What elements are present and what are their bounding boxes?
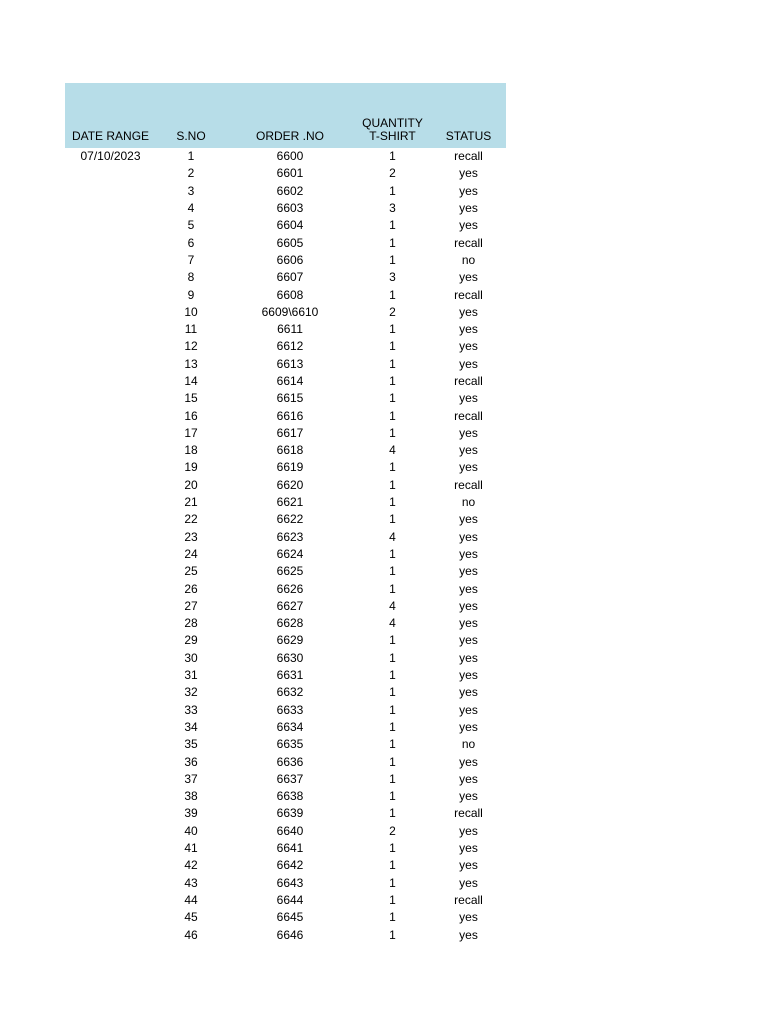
date-cell (65, 753, 156, 770)
order-no-cell: 6606 (276, 252, 304, 267)
table-row (65, 546, 506, 563)
date-cell (65, 494, 156, 511)
quantity-cell: 1 (389, 460, 396, 475)
sno-cell: 5 (187, 218, 195, 233)
table-row (65, 304, 506, 321)
quantity-cell: 1 (389, 356, 396, 371)
header-sno: S.NO (156, 83, 226, 148)
table-body (65, 148, 506, 944)
sno-cell: 17 (184, 425, 198, 440)
status-cell: no (461, 252, 476, 267)
table-row (65, 719, 506, 736)
date-cell (65, 719, 156, 736)
table-row (65, 736, 506, 753)
date-cell (65, 702, 156, 719)
date-cell (65, 373, 156, 390)
table-row (65, 529, 506, 546)
sno-cell: 8 (187, 270, 195, 285)
quantity-cell: 1 (389, 737, 396, 752)
sno-cell: 29 (184, 633, 198, 648)
table-row (65, 234, 506, 251)
order-no-cell: 6604 (276, 218, 304, 233)
date-cell (65, 165, 156, 182)
date-cell (65, 338, 156, 355)
table-row (65, 252, 506, 269)
date-cell (65, 650, 156, 667)
status-cell: recall (454, 287, 483, 302)
sno-cell: 2 (187, 166, 195, 181)
status-cell: recall (454, 374, 483, 388)
sno-cell: 46 (184, 927, 198, 942)
sno-cell: 6 (187, 235, 195, 250)
date-cell (65, 892, 156, 909)
table-row (65, 407, 506, 424)
sno-cell: 28 (184, 616, 198, 631)
date-cell (65, 823, 156, 840)
date-cell (65, 529, 156, 546)
date-cell (65, 217, 156, 234)
status-cell: yes (459, 322, 478, 337)
table-row (65, 148, 506, 165)
table-row (65, 425, 506, 442)
table-row (65, 753, 506, 770)
quantity-cell: 1 (389, 858, 396, 873)
quantity-cell: 1 (389, 668, 396, 683)
date-cell (65, 286, 156, 303)
table-row (65, 857, 506, 874)
table-row (65, 269, 506, 286)
date-cell (65, 442, 156, 459)
table-row (65, 909, 506, 926)
sno-cell: 12 (184, 339, 198, 354)
table-row (65, 874, 506, 891)
table-row (65, 356, 506, 373)
sno-cell: 33 (184, 702, 198, 717)
order-no-cell: 6617 (276, 425, 304, 440)
quantity-cell: 2 (389, 166, 396, 181)
order-no-cell: 6629 (276, 633, 304, 648)
sno-cell: 18 (184, 443, 198, 458)
date-cell (65, 909, 156, 926)
sno-cell: 42 (184, 858, 198, 873)
order-no-cell: 6618 (276, 443, 304, 458)
date-cell (65, 390, 156, 407)
table-row (65, 321, 506, 338)
date-cell (65, 615, 156, 632)
quantity-cell: 4 (389, 616, 396, 631)
table-row (65, 390, 506, 407)
header-row (65, 83, 506, 148)
status-cell: yes (459, 823, 478, 838)
sno-cell: 10 (184, 304, 198, 319)
quantity-cell: 1 (389, 235, 396, 250)
order-no-cell: 6626 (276, 581, 304, 596)
sno-cell: 11 (184, 322, 198, 337)
order-no-cell: 6613 (276, 356, 304, 371)
quantity-cell: 1 (389, 322, 396, 337)
date-cell (65, 234, 156, 251)
order-no-cell: 6612 (276, 339, 304, 354)
date-cell (65, 684, 156, 701)
table-row (65, 217, 506, 234)
order-no-cell: 6609\6610 (261, 304, 319, 319)
header-order-no: ORDER .NO (226, 83, 354, 148)
status-cell: yes (459, 668, 478, 683)
table-row (65, 511, 506, 528)
date-cell (65, 546, 156, 563)
table-row (65, 459, 506, 476)
table-row (65, 494, 506, 511)
quantity-cell: 1 (389, 218, 396, 233)
order-no-cell: 6644 (276, 892, 304, 907)
table-row (65, 373, 506, 390)
order-no-cell: 6637 (276, 771, 304, 786)
sno-cell: 30 (184, 650, 198, 665)
status-cell: yes (459, 546, 478, 561)
order-no-cell: 6614 (276, 374, 304, 388)
status-cell: yes (459, 685, 478, 700)
status-cell: yes (459, 443, 478, 458)
header-date-range: DATE RANGE (65, 83, 156, 148)
sno-cell: 37 (184, 771, 198, 786)
order-no-cell: 6622 (276, 512, 304, 527)
order-no-cell: 6646 (276, 927, 304, 942)
order-no-cell: 6645 (276, 910, 304, 925)
status-cell: yes (459, 339, 478, 354)
sno-cell: 38 (184, 789, 198, 804)
table-row (65, 615, 506, 632)
order-no-cell: 6615 (276, 391, 304, 406)
table-row (65, 926, 506, 943)
status-cell: yes (459, 218, 478, 233)
status-cell: yes (459, 910, 478, 925)
status-cell: yes (459, 356, 478, 371)
sno-cell: 22 (184, 512, 198, 527)
quantity-cell: 1 (389, 495, 396, 510)
date-cell (65, 598, 156, 615)
status-cell: no (461, 737, 476, 752)
date-cell (65, 304, 156, 321)
quantity-cell: 1 (389, 564, 396, 579)
quantity-cell: 1 (389, 875, 396, 890)
sno-cell: 1 (187, 149, 195, 164)
quantity-cell: 2 (389, 304, 396, 319)
sno-cell: 4 (187, 201, 195, 216)
order-no-cell: 6601 (276, 166, 304, 181)
status-cell: yes (459, 270, 478, 285)
date-cell (65, 459, 156, 476)
sno-cell: 20 (184, 477, 198, 492)
status-cell: recall (454, 477, 483, 492)
status-cell: yes (459, 183, 478, 198)
quantity-cell: 1 (389, 771, 396, 786)
sno-cell: 45 (184, 910, 198, 925)
order-no-cell: 6616 (276, 408, 304, 423)
quantity-cell: 3 (389, 201, 396, 216)
table-row (65, 823, 506, 840)
date-cell (65, 477, 156, 494)
sno-cell: 3 (187, 183, 195, 198)
quantity-cell: 1 (389, 425, 396, 440)
sno-cell: 34 (184, 719, 198, 734)
sno-cell: 32 (184, 685, 198, 700)
quantity-cell: 1 (389, 650, 396, 665)
quantity-cell: 1 (389, 927, 396, 942)
sno-cell: 23 (184, 529, 198, 544)
quantity-cell: 1 (389, 702, 396, 717)
date-cell (65, 407, 156, 424)
date-cell (65, 788, 156, 805)
table-row (65, 892, 506, 909)
sno-cell: 14 (184, 374, 198, 388)
status-cell: yes (459, 529, 478, 544)
table-row (65, 598, 506, 615)
order-no-cell: 6628 (276, 616, 304, 631)
status-cell: yes (459, 702, 478, 717)
order-no-cell: 6631 (276, 668, 304, 683)
order-no-cell: 6621 (276, 495, 304, 510)
table-row (65, 563, 506, 580)
quantity-cell: 3 (389, 270, 396, 285)
quantity-cell: 1 (389, 183, 396, 198)
date-cell (65, 252, 156, 269)
quantity-cell: 1 (389, 841, 396, 856)
status-cell: no (461, 495, 476, 510)
order-no-cell: 6639 (276, 806, 304, 821)
date-cell (65, 425, 156, 442)
table-row (65, 338, 506, 355)
order-no-cell: 6641 (276, 841, 304, 856)
status-cell: recall (454, 806, 483, 821)
table-row (65, 183, 506, 200)
order-no-cell: 6602 (276, 183, 304, 198)
quantity-cell: 1 (389, 581, 396, 596)
date-cell (65, 321, 156, 338)
order-no-cell: 6635 (276, 737, 304, 752)
date-cell (65, 580, 156, 597)
quantity-cell: 4 (389, 443, 396, 458)
sno-cell: 36 (184, 754, 198, 769)
sno-cell: 7 (187, 252, 195, 267)
table-row (65, 771, 506, 788)
order-no-cell: 6625 (276, 564, 304, 579)
sno-cell: 31 (184, 668, 198, 683)
table-row (65, 840, 506, 857)
order-no-cell: 6643 (276, 875, 304, 890)
status-cell: yes (459, 650, 478, 665)
quantity-cell: 4 (389, 529, 396, 544)
quantity-cell: 1 (389, 806, 396, 821)
table-row (65, 286, 506, 303)
quantity-cell: 1 (389, 892, 396, 907)
date-cell (65, 563, 156, 580)
status-cell: recall (454, 235, 483, 250)
sno-cell: 13 (184, 356, 198, 371)
sno-cell: 40 (184, 823, 198, 838)
order-no-cell: 6627 (276, 598, 304, 613)
sno-cell: 21 (184, 495, 198, 510)
header-quantity (354, 83, 431, 148)
header-status: STATUS (431, 83, 506, 148)
sno-cell: 26 (184, 581, 198, 596)
quantity-cell: 1 (389, 287, 396, 302)
order-no-cell: 6630 (276, 650, 304, 665)
quantity-cell: 1 (389, 149, 396, 164)
date-cell (65, 667, 156, 684)
date-cell (65, 511, 156, 528)
sno-cell: 9 (187, 287, 195, 302)
status-cell: yes (459, 581, 478, 596)
table-row (65, 684, 506, 701)
status-cell: yes (459, 512, 478, 527)
status-cell: yes (459, 789, 478, 804)
status-cell: yes (459, 927, 478, 942)
quantity-cell: 1 (389, 910, 396, 925)
order-no-cell: 6611 (277, 322, 303, 337)
status-cell: yes (459, 564, 478, 579)
order-no-cell: 6603 (276, 201, 304, 216)
table-header (65, 83, 506, 148)
table-row (65, 200, 506, 217)
status-cell: yes (459, 460, 478, 475)
quantity-cell: 1 (389, 339, 396, 354)
quantity-cell: 4 (389, 598, 396, 613)
date-cell (65, 857, 156, 874)
order-no-cell: 6633 (276, 702, 304, 717)
sno-cell: 43 (184, 875, 198, 890)
quantity-cell: 1 (389, 633, 396, 648)
status-cell: yes (459, 754, 478, 769)
table-row (65, 442, 506, 459)
status-cell: yes (459, 166, 478, 181)
order-no-cell: 6640 (276, 823, 304, 838)
date-cell (65, 736, 156, 753)
order-no-cell: 6623 (276, 529, 304, 544)
order-no-cell: 6632 (276, 685, 304, 700)
date-cell (65, 200, 156, 217)
status-cell: recall (454, 892, 483, 907)
date-cell (65, 874, 156, 891)
quantity-cell: 1 (389, 754, 396, 769)
quantity-cell: 1 (389, 252, 396, 267)
table-row (65, 702, 506, 719)
quantity-cell: 1 (389, 391, 396, 406)
table-row (65, 788, 506, 805)
header-quantity-line1: QUANTITY (362, 116, 423, 130)
quantity-cell: 1 (389, 789, 396, 804)
table-row (65, 805, 506, 822)
date-cell (65, 632, 156, 649)
date-cell (65, 269, 156, 286)
order-no-cell: 6607 (276, 270, 304, 285)
status-cell: yes (459, 771, 478, 786)
sno-cell: 15 (184, 391, 198, 406)
quantity-cell: 1 (389, 374, 396, 388)
table-row (65, 632, 506, 649)
quantity-cell: 1 (389, 408, 396, 423)
sno-cell: 44 (184, 892, 198, 907)
order-no-cell: 6642 (276, 858, 304, 873)
quantity-cell: 1 (389, 512, 396, 527)
sno-cell: 19 (184, 460, 198, 475)
order-no-cell: 6620 (276, 477, 304, 492)
orders-table (65, 83, 506, 944)
order-no-cell: 6636 (276, 754, 304, 769)
sno-cell: 27 (184, 598, 198, 613)
table-row (65, 667, 506, 684)
sno-cell: 16 (184, 408, 198, 423)
date-cell (65, 356, 156, 373)
order-no-cell: 6624 (276, 546, 304, 561)
header-quantity-line2: T-SHIRT (369, 129, 416, 143)
sno-cell: 41 (184, 841, 198, 856)
date-cell (65, 926, 156, 943)
status-cell: yes (459, 425, 478, 440)
order-no-cell: 6638 (276, 789, 304, 804)
date-cell (65, 840, 156, 857)
date-cell (65, 183, 156, 200)
table-row (65, 580, 506, 597)
sno-cell: 35 (184, 737, 198, 752)
order-no-cell: 6600 (276, 149, 304, 164)
status-cell: yes (459, 841, 478, 856)
date-cell (65, 805, 156, 822)
status-cell: yes (459, 875, 478, 890)
status-cell: yes (459, 616, 478, 631)
status-cell: yes (459, 201, 478, 216)
status-cell: yes (459, 304, 478, 319)
quantity-cell: 1 (389, 546, 396, 561)
order-no-cell: 6634 (276, 719, 304, 734)
status-cell: yes (459, 598, 478, 613)
table-row (65, 650, 506, 667)
order-no-cell: 6608 (276, 287, 304, 302)
quantity-cell: 1 (389, 477, 396, 492)
table-row (65, 165, 506, 182)
status-cell: yes (459, 719, 478, 734)
date-cell: 07/10/2023 (80, 149, 141, 164)
quantity-cell: 1 (389, 685, 396, 700)
order-no-cell: 6605 (276, 235, 304, 250)
status-cell: recall (454, 149, 483, 164)
status-cell: recall (454, 408, 483, 423)
sno-cell: 39 (184, 806, 198, 821)
sno-cell: 24 (184, 546, 198, 561)
quantity-cell: 1 (389, 719, 396, 734)
sno-cell: 25 (184, 564, 198, 579)
status-cell: yes (459, 858, 478, 873)
table-row (65, 477, 506, 494)
date-cell (65, 771, 156, 788)
status-cell: yes (459, 391, 478, 406)
quantity-cell: 2 (389, 823, 396, 838)
status-cell: yes (459, 633, 478, 648)
order-no-cell: 6619 (276, 460, 304, 475)
